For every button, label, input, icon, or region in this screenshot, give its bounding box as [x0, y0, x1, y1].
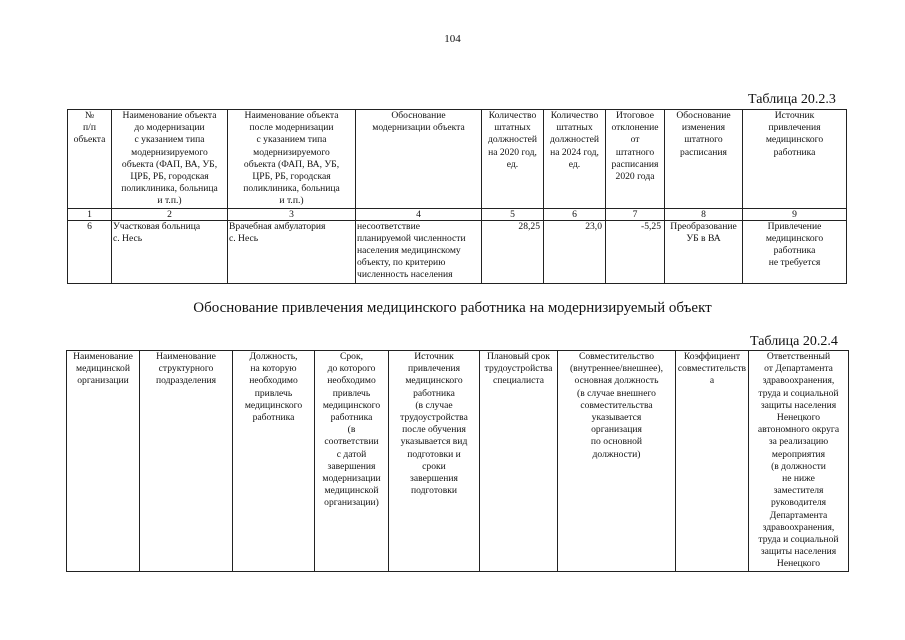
t1-cell-staffing-change: Преобразование УБ в ВА [665, 220, 743, 283]
section-heading: Обоснование привлечения медицинского работника на модернизируемый объект [193, 300, 712, 316]
page-number: 104 [444, 33, 461, 45]
t1-column-number: 7 [606, 208, 665, 220]
t1-column-number: 4 [356, 208, 482, 220]
t1-header-cell: Количество штатных должностей на 2024 год, ед. [544, 110, 606, 209]
table-row [68, 220, 847, 283]
t2-header-cell: Ответственный от Департамента здравоохранения, труда и социальной защиты населения Ненецкого автономного округа за реализацию мероприятия (в должности не ниже заместителя руководителя Департамента здравоохранения, труда и социальной защиты населения Ненецкого [749, 351, 849, 572]
table-20-2-4 [66, 350, 849, 572]
t1-header-cell: Источник привлечения медицинского работника [743, 110, 847, 209]
t1-header-cell: Итоговое отклонение от штатного расписания 2020 года [606, 110, 665, 209]
t2-header-cell: Совместительство (внутреннее/внешнее), основная должность (в случае внешнего совместительства указывается организация по основной должности) [558, 351, 676, 572]
t1-header-cell: Обоснование изменения штатного расписания [665, 110, 743, 209]
t2-header-cell: Плановый срок трудоустройства специалиста [480, 351, 558, 572]
t1-column-number: 8 [665, 208, 743, 220]
table-caption-20-2-3: Таблица 20.2.3 [748, 92, 836, 107]
t1-cell-justification: несоответствие планируемой численности населения медицинскому объекту, по критерию численность населения [356, 220, 482, 283]
t2-header-cell: Срок, до которого необходимо привлечь медицинского работника (в соответствии с датой завершения модернизации медицинской организации) [315, 351, 389, 572]
t1-cell-positions-2020: 28,25 [482, 220, 544, 283]
t2-header-cell: Источник привлечения медицинского работника (в случае трудоустройства после обучения указывается вид подготовки и сроки завершения подготовки [389, 351, 480, 572]
t1-header-cell: № п/п объекта [68, 110, 112, 209]
table-caption-20-2-4: Таблица 20.2.4 [750, 334, 838, 349]
t2-header-cell: Коэффициент совместительства [676, 351, 749, 572]
t1-header-cell: Обоснование модернизации объекта [356, 110, 482, 209]
table-20-2-3 [67, 109, 847, 284]
t1-column-number: 3 [228, 208, 356, 220]
t1-cell-deviation: -5,25 [606, 220, 665, 283]
t1-column-number: 5 [482, 208, 544, 220]
t1-column-number: 9 [743, 208, 847, 220]
t1-header-cell: Наименование объекта после модернизации с указанием типа модернизируемого объекта (ФАП, ВА, УБ, ЦРБ, РБ, городская поликлиника, больница и т.п.) [228, 110, 356, 209]
t1-cell-source: Привлечение медицинского работника не требуется [743, 220, 847, 283]
t2-header-cell: Наименование структурного подразделения [140, 351, 233, 572]
t1-cell-positions-2024: 23,0 [544, 220, 606, 283]
t2-header-cell: Наименование медицинской организации [67, 351, 140, 572]
t1-header-cell: Наименование объекта до модернизации с указанием типа модернизируемого объекта (ФАП, ВА, УБ, ЦРБ, РБ, городская поликлиника, больница и т.п.) [112, 110, 228, 209]
t1-column-number: 6 [544, 208, 606, 220]
t1-cell-object-after: Врачебная амбулатория с. Несь [228, 220, 356, 283]
t1-column-number: 1 [68, 208, 112, 220]
t1-column-number: 2 [112, 208, 228, 220]
t2-header-cell: Должность, на которую необходимо привлечь медицинского работника [233, 351, 315, 572]
t1-header-cell: Количество штатных должностей на 2020 год, ед. [482, 110, 544, 209]
t1-cell-object-number: 6 [68, 220, 112, 283]
t1-cell-object-before: Участковая больница с. Несь [112, 220, 228, 283]
